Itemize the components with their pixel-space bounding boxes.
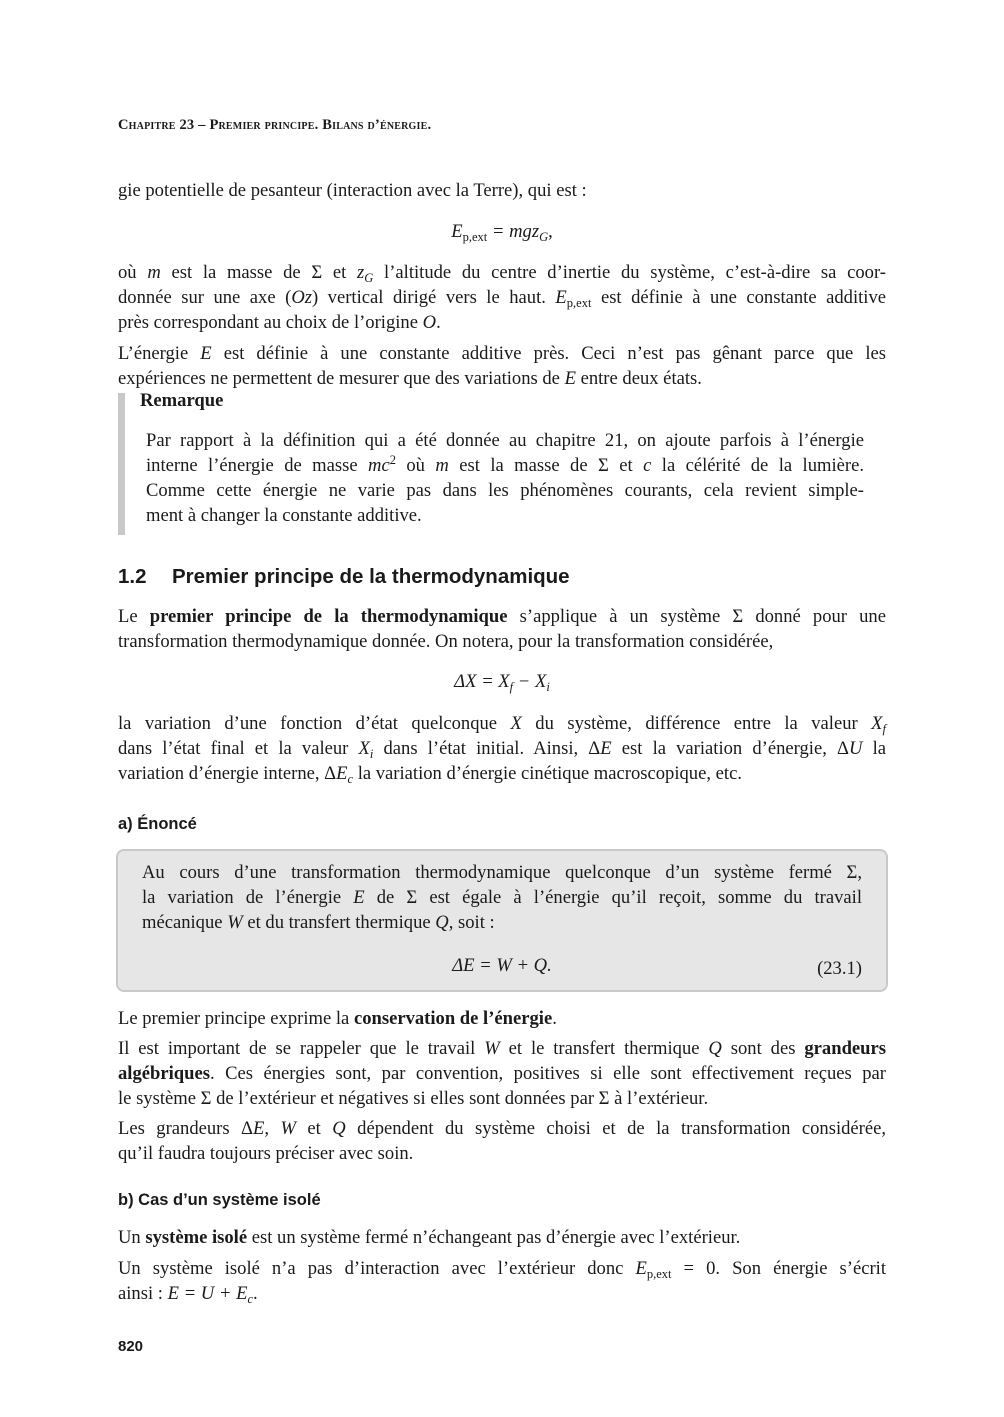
conservation-paragraph: Le premier principe exprime la conservation de l’énergie. — [118, 1008, 557, 1029]
energy-paragraph: L’énergie E est définie à une constante additive près. Ceci n’est pas gênant parce que les expériences ne permettent de mesurer que des variations de E entre deux états. — [118, 343, 886, 389]
isolated-energy-paragraph: Un système isolé n’a pas d’interaction avec l’extérieur donc $E_{p,ext} = 0$. Son énergie s’écrit ainsi : $E = U + E_c$. — [118, 1258, 886, 1306]
variation-paragraph: la variation d’une fonction d’état quelconque X du système, différence entre la valeur $X_f$ dans l’état final et la valeur $X_i$ dans l’état initial. Ainsi, ΔE est la variation d’énergie, ΔU la variation d’énergie interne, $\Delta E_c$ la variation d’énergie cinétique macroscopique, etc. — [118, 713, 886, 786]
first-principle-paragraph: Le premier principe de la thermodynamique s’applique à un système Σ donné pour une transformation thermodynamique donnée. On notera, pour la transformation considérée, — [118, 606, 886, 652]
page-number: 820 — [118, 1338, 144, 1355]
running-head: Chapitre 23 – Premier principe. Bilans d’énergie. — [118, 117, 432, 133]
subsection-heading-b: b) Cas d’un système isolé — [118, 1191, 321, 1209]
equation-potential-energy: $E_{p,ext} = mgz_G$, — [451, 221, 553, 244]
grandeurs-paragraph: Les grandeurs ΔE, W et Q dépendent du système choisi et de la transformation considérée, qu’il faudra toujours préciser avec soin. — [118, 1118, 887, 1164]
equation-delta: $\Delta X = X_f - X_i$ — [454, 671, 550, 694]
statement-body: Au cours d’une transformation thermodynamique quelconque d’un système fermé Σ, la variation de l’énergie E de Σ est égale à l’énergie qu’il reçoit, somme du travail mécanique W et du transfert thermique Q, soit : — [142, 862, 862, 933]
mass-paragraph: où m est la masse de Σ et $z_G$ l’altitude du centre d’inertie du système, c’est-à-dire sa coor- donnée sur une axe (Oz) vertical dirigé vers le haut. $E_{p,ext}$ est définie à une constante additive près correspondant au choix de l’origine O. — [118, 262, 886, 333]
intro-paragraph: gie potentielle de pesanteur (interaction avec la Terre), qui est : — [118, 180, 587, 201]
equation-number: (23.1) — [817, 958, 862, 979]
remark-body: Par rapport à la définition qui a été donnée au chapitre 21, on ajoute parfois à l’énergie interne l’énergie de masse $mc^2$ où m est la masse de Σ et c la célérité de la lumière. Comme cette énergie ne varie pas dans les phénomènes courants, cela revient simple- ment à changer la constante additive. — [146, 430, 864, 526]
remark-title: Remarque — [140, 390, 224, 411]
section-heading: 1.2 Premier principe de la thermodynamique — [118, 565, 570, 588]
isolated-definition-paragraph: Un système isolé est un système fermé n’échangeant pas d’énergie avec l’extérieur. — [118, 1227, 741, 1248]
subsection-heading-a: a) Énoncé — [118, 815, 197, 833]
algebraic-paragraph: Il est important de se rappeler que le travail W et le transfert thermique Q sont des grandeurs algébriques. Ces énergies sont, par convention, positives si elle sont effectivement reçues par le système Σ de l’extérieur et négatives si elles sont données par Σ à l’extérieur. — [118, 1038, 886, 1109]
equation-first-principle: ΔE = W + Q. — [452, 955, 552, 976]
